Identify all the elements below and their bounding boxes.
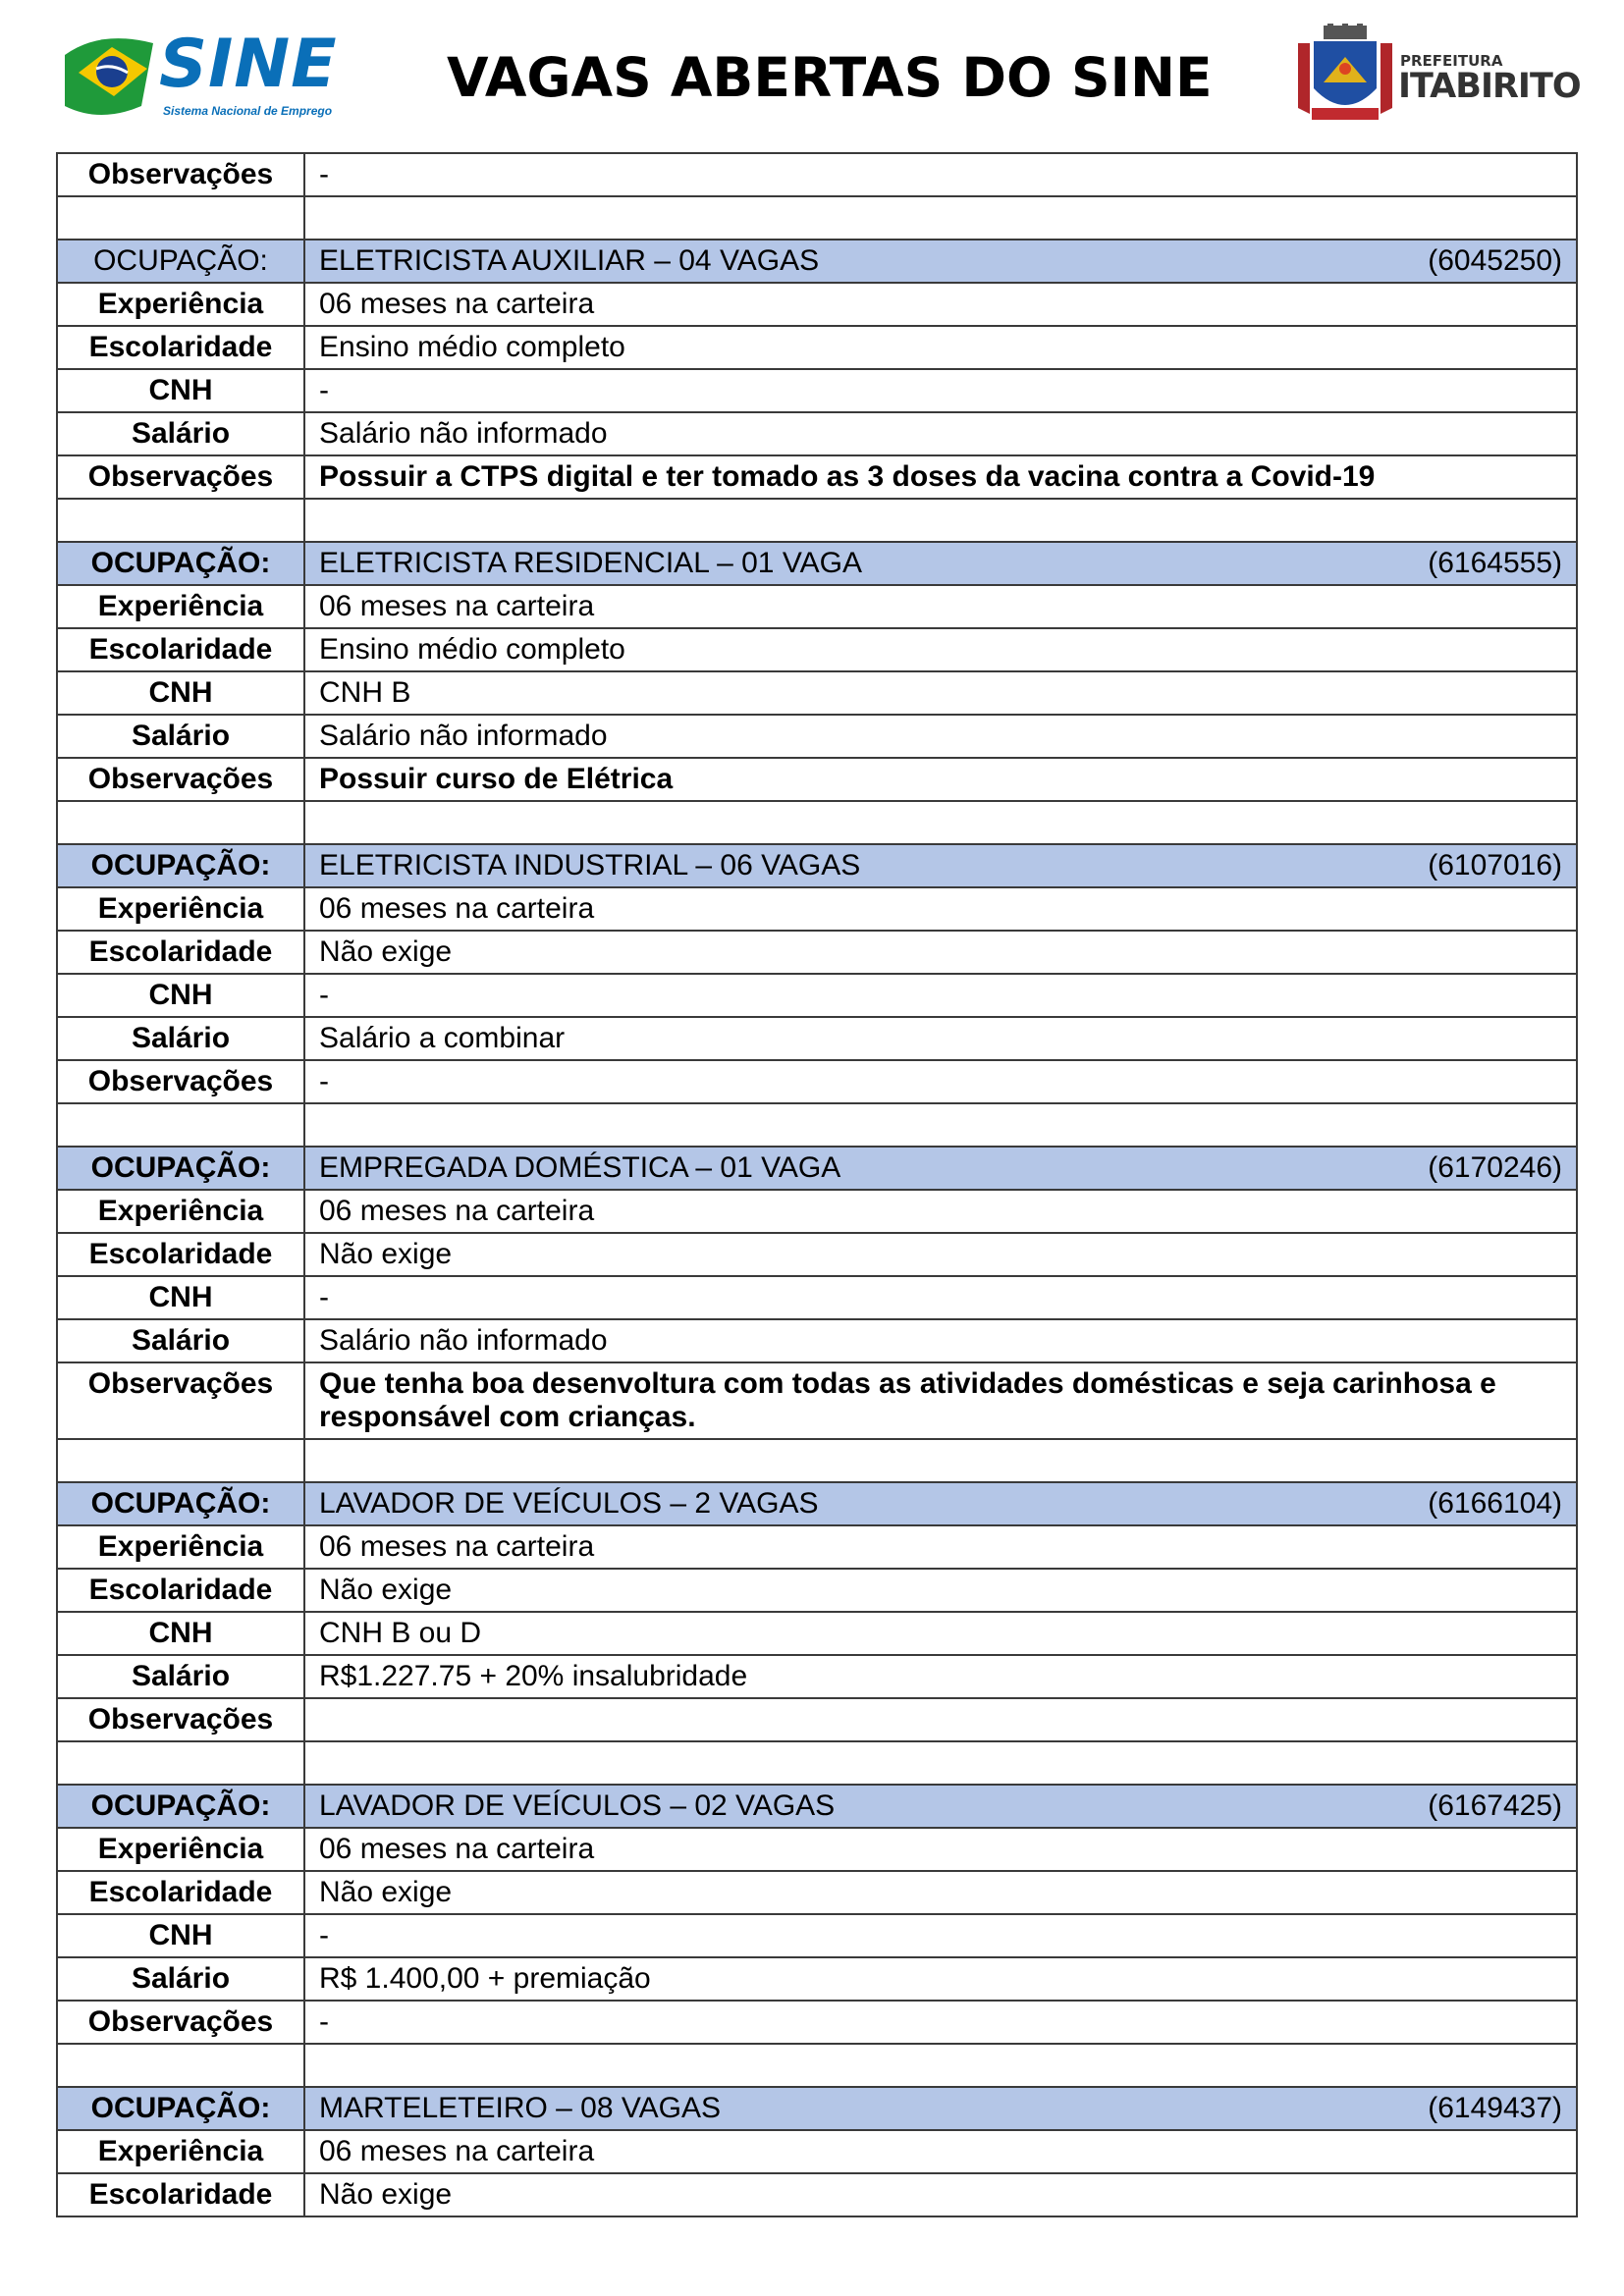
occupation-row xyxy=(57,1785,1577,1828)
schooling-row xyxy=(57,1233,1577,1276)
spacer-row xyxy=(57,801,1577,844)
spacer-row xyxy=(57,196,1577,240)
job-title: ELETRICISTA AUXILIAR – 04 VAGAS xyxy=(319,244,820,277)
salary-row xyxy=(57,1017,1577,1060)
field-value: Não exige xyxy=(304,1569,1577,1612)
prefeitura-label: PREFEITURA xyxy=(1400,52,1503,70)
experience-row xyxy=(57,887,1577,931)
sine-logo xyxy=(61,26,338,122)
license-row xyxy=(57,369,1577,412)
field-label: Experiência xyxy=(57,887,304,931)
field-value: Salário não informado xyxy=(304,1319,1577,1362)
field-value: Não exige xyxy=(304,2173,1577,2216)
field-value: CNH B xyxy=(304,671,1577,715)
experience-row xyxy=(57,585,1577,628)
occupation-content xyxy=(319,849,1562,882)
job-title: ELETRICISTA INDUSTRIAL – 06 VAGAS xyxy=(319,849,861,881)
occupation-row xyxy=(57,844,1577,887)
spacer-cell xyxy=(304,499,1577,542)
brazil-flag-icon xyxy=(61,33,159,122)
field-value: 06 meses na carteira xyxy=(304,1525,1577,1569)
schooling-row xyxy=(57,931,1577,974)
job-title: MARTELETEIRO – 08 VAGAS xyxy=(319,2092,722,2124)
field-label: Escolaridade xyxy=(57,931,304,974)
occupation-row xyxy=(57,1482,1577,1525)
experience-row xyxy=(57,1828,1577,1871)
field-label: Observações xyxy=(57,1698,304,1741)
job-title: LAVADOR DE VEÍCULOS – 02 VAGAS xyxy=(319,1789,836,1822)
salary-row xyxy=(57,1957,1577,2001)
field-value: 06 meses na carteira xyxy=(304,887,1577,931)
license-row xyxy=(57,1914,1577,1957)
spacer-row xyxy=(57,1741,1577,1785)
occupation-cell xyxy=(304,2087,1577,2130)
field-value: Ensino médio completo xyxy=(304,326,1577,369)
occupation-row xyxy=(57,240,1577,283)
job-code: (6149437) xyxy=(1428,2092,1562,2124)
field-value: - xyxy=(304,1060,1577,1103)
field-value: Não exige xyxy=(304,931,1577,974)
field-label: CNH xyxy=(57,974,304,1017)
salary-row xyxy=(57,1655,1577,1698)
occupation-content xyxy=(319,244,1562,278)
row-value: - xyxy=(304,153,1577,196)
spacer-row xyxy=(57,1439,1577,1482)
occupation-label: OCUPAÇÃO: xyxy=(57,2087,304,2130)
spacer-row xyxy=(57,499,1577,542)
field-label: Experiência xyxy=(57,585,304,628)
field-label: Escolaridade xyxy=(57,326,304,369)
spacer-cell xyxy=(304,1439,1577,1482)
job-listings-table xyxy=(56,152,1578,2217)
occupation-row xyxy=(57,2087,1577,2130)
notes-row xyxy=(57,1362,1577,1439)
job-code: (6166104) xyxy=(1428,1487,1562,1520)
field-label: Observações xyxy=(57,758,304,801)
spacer-cell xyxy=(304,196,1577,240)
field-value: Salário não informado xyxy=(304,715,1577,758)
occupation-label: OCUPAÇÃO: xyxy=(57,542,304,585)
spacer-cell xyxy=(57,1103,304,1147)
field-label: Escolaridade xyxy=(57,628,304,671)
occupation-label: OCUPAÇÃO: xyxy=(57,1147,304,1190)
spacer-cell xyxy=(304,1741,1577,1785)
occupation-content xyxy=(319,1789,1562,1823)
field-label: Experiência xyxy=(57,2130,304,2173)
job-code: (6164555) xyxy=(1428,547,1562,579)
occupation-content xyxy=(319,2092,1562,2125)
field-value: 06 meses na carteira xyxy=(304,1190,1577,1233)
salary-row xyxy=(57,1319,1577,1362)
field-value: - xyxy=(304,974,1577,1017)
field-value xyxy=(304,1698,1577,1741)
license-row xyxy=(57,1612,1577,1655)
occupation-cell xyxy=(304,240,1577,283)
field-value: 06 meses na carteira xyxy=(304,1828,1577,1871)
notes-row xyxy=(57,2001,1577,2044)
field-label: CNH xyxy=(57,369,304,412)
field-label: Escolaridade xyxy=(57,1569,304,1612)
field-value: - xyxy=(304,1276,1577,1319)
field-label: Salário xyxy=(57,1017,304,1060)
occupation-label: OCUPAÇÃO: xyxy=(57,240,304,283)
job-code: (6107016) xyxy=(1428,849,1562,881)
field-label: Escolaridade xyxy=(57,2173,304,2216)
experience-row xyxy=(57,2130,1577,2173)
field-value: Possuir curso de Elétrica xyxy=(304,758,1577,801)
notes-row xyxy=(57,1060,1577,1103)
job-code: (6167425) xyxy=(1428,1789,1562,1822)
notes-row xyxy=(57,1698,1577,1741)
spacer-cell xyxy=(304,1103,1577,1147)
spacer-cell xyxy=(57,801,304,844)
license-row xyxy=(57,1276,1577,1319)
field-value: R$1.227.75 + 20% insalubridade xyxy=(304,1655,1577,1698)
occupation-cell xyxy=(304,542,1577,585)
page-header xyxy=(0,0,1624,147)
occupation-cell xyxy=(304,1482,1577,1525)
field-label: Observações xyxy=(57,2001,304,2044)
field-label: Experiência xyxy=(57,1525,304,1569)
page-title: VAGAS ABERTAS DO SINE xyxy=(447,46,1213,109)
spacer-cell xyxy=(57,196,304,240)
spacer-cell xyxy=(304,2044,1577,2087)
field-label: Salário xyxy=(57,1655,304,1698)
occupation-label: OCUPAÇÃO: xyxy=(57,1482,304,1525)
sine-logo-text: SINE xyxy=(159,26,338,103)
field-label: CNH xyxy=(57,671,304,715)
occupation-content xyxy=(319,547,1562,580)
occupation-content xyxy=(319,1151,1562,1185)
field-label: CNH xyxy=(57,1914,304,1957)
row-label: Observações xyxy=(57,153,304,196)
prefeitura-itabirito-logo xyxy=(1294,24,1581,127)
occupation-label: OCUPAÇÃO: xyxy=(57,1785,304,1828)
field-label: Observações xyxy=(57,1362,304,1439)
experience-row xyxy=(57,283,1577,326)
field-value: - xyxy=(304,2001,1577,2044)
field-value: Possuir a CTPS digital e ter tomado as 3 doses da vacina contra a Covid-19 xyxy=(304,455,1577,499)
schooling-row xyxy=(57,1871,1577,1914)
field-value: Ensino médio completo xyxy=(304,628,1577,671)
spacer-cell xyxy=(304,801,1577,844)
field-label: Escolaridade xyxy=(57,1871,304,1914)
field-value: Que tenha boa desenvoltura com todas as atividades domésticas e seja carinhosa e responsável com crianças. xyxy=(304,1362,1577,1439)
occupation-cell xyxy=(304,1147,1577,1190)
spacer-cell xyxy=(57,499,304,542)
occupation-row xyxy=(57,542,1577,585)
field-value: 06 meses na carteira xyxy=(304,2130,1577,2173)
field-label: CNH xyxy=(57,1612,304,1655)
salary-row xyxy=(57,412,1577,455)
job-title: ELETRICISTA RESIDENCIAL – 01 VAGA xyxy=(319,547,862,579)
experience-row xyxy=(57,1190,1577,1233)
spacer-row xyxy=(57,1103,1577,1147)
field-value: - xyxy=(304,1914,1577,1957)
field-label: Experiência xyxy=(57,1828,304,1871)
schooling-row xyxy=(57,326,1577,369)
field-label: Salário xyxy=(57,1957,304,2001)
field-label: Salário xyxy=(57,1319,304,1362)
field-label: Experiência xyxy=(57,1190,304,1233)
field-value: Não exige xyxy=(304,1233,1577,1276)
field-label: Observações xyxy=(57,1060,304,1103)
field-label: CNH xyxy=(57,1276,304,1319)
field-value: - xyxy=(304,369,1577,412)
job-title: LAVADOR DE VEÍCULOS – 2 VAGAS xyxy=(319,1487,819,1520)
salary-row xyxy=(57,715,1577,758)
schooling-row xyxy=(57,2173,1577,2216)
field-value: Salário não informado xyxy=(304,412,1577,455)
field-label: Experiência xyxy=(57,283,304,326)
field-value: 06 meses na carteira xyxy=(304,585,1577,628)
field-label: Observações xyxy=(57,455,304,499)
job-code: (6045250) xyxy=(1428,244,1562,277)
field-value: Salário a combinar xyxy=(304,1017,1577,1060)
occupation-label: OCUPAÇÃO: xyxy=(57,844,304,887)
table-row xyxy=(57,153,1577,196)
schooling-row xyxy=(57,628,1577,671)
field-value: R$ 1.400,00 + premiação xyxy=(304,1957,1577,2001)
job-code: (6170246) xyxy=(1428,1151,1562,1184)
spacer-cell xyxy=(57,2044,304,2087)
license-row xyxy=(57,974,1577,1017)
occupation-cell xyxy=(304,844,1577,887)
occupation-cell xyxy=(304,1785,1577,1828)
experience-row xyxy=(57,1525,1577,1569)
notes-row xyxy=(57,455,1577,499)
occupation-row xyxy=(57,1147,1577,1190)
field-label: Salário xyxy=(57,715,304,758)
field-value: Não exige xyxy=(304,1871,1577,1914)
job-title: EMPREGADA DOMÉSTICA – 01 VAGA xyxy=(319,1151,841,1184)
field-label: Escolaridade xyxy=(57,1233,304,1276)
notes-row xyxy=(57,758,1577,801)
field-value: CNH B ou D xyxy=(304,1612,1577,1655)
field-label: Salário xyxy=(57,412,304,455)
spacer-cell xyxy=(57,1439,304,1482)
schooling-row xyxy=(57,1569,1577,1612)
spacer-row xyxy=(57,2044,1577,2087)
field-value: 06 meses na carteira xyxy=(304,283,1577,326)
city-name: ITABIRITO xyxy=(1398,67,1581,106)
sine-logo-subtitle: Sistema Nacional de Emprego xyxy=(163,104,333,118)
city-coat-of-arms-icon xyxy=(1294,24,1396,126)
license-row xyxy=(57,671,1577,715)
occupation-content xyxy=(319,1487,1562,1521)
spacer-cell xyxy=(57,1741,304,1785)
